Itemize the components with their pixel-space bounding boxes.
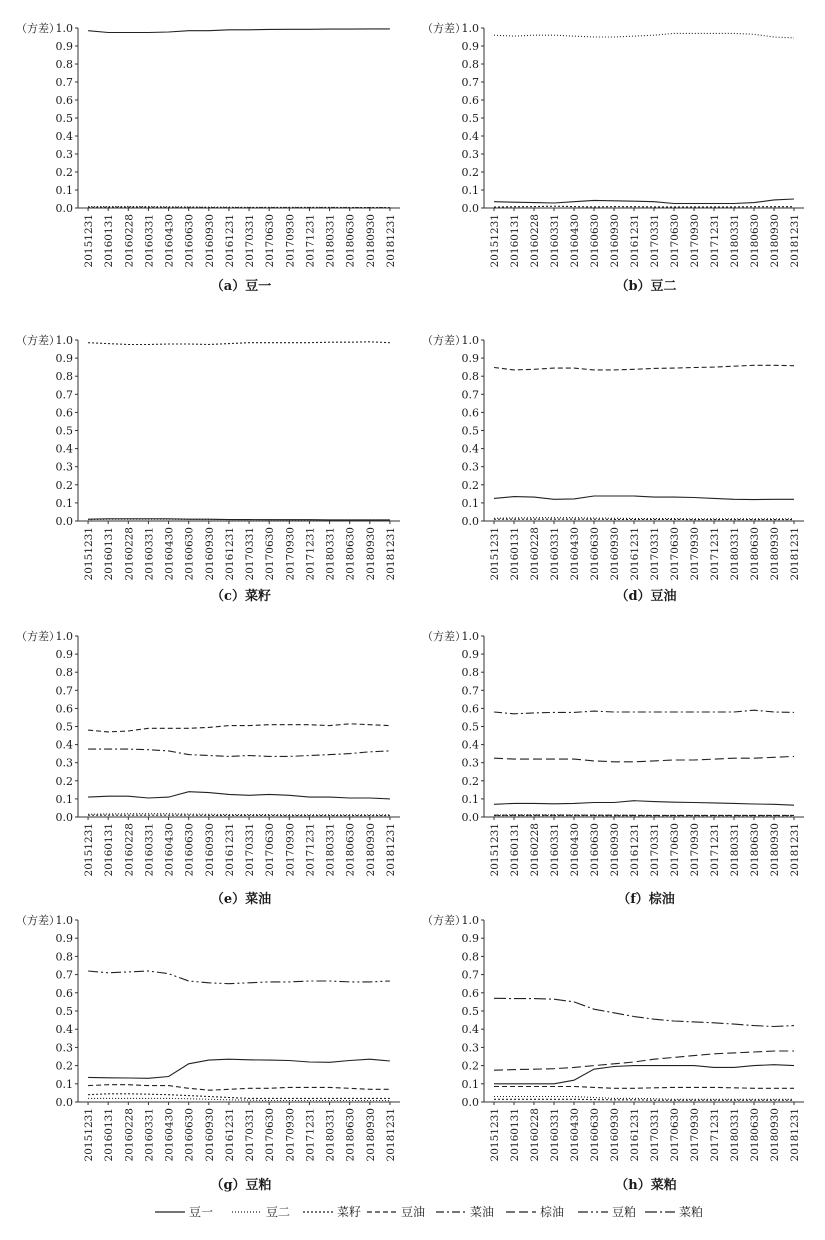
y-tick-label: 0.6: [56, 987, 74, 1000]
x-tick-label: 20160930: [204, 1108, 216, 1161]
x-tick-label: 20170930: [284, 823, 296, 876]
x-tick-label: 20160430: [569, 214, 581, 267]
x-tick-label: 20181231: [789, 823, 801, 876]
x-tick-label: 20180930: [365, 823, 377, 876]
x-tick-label: 20171231: [304, 214, 316, 267]
y-tick-label: 0.7: [462, 969, 480, 982]
x-tick-label: 20170630: [264, 823, 276, 876]
x-tick-label: 20160430: [164, 214, 176, 267]
series-line-豆油: [88, 724, 390, 732]
x-tick-label: 20170331: [244, 823, 256, 876]
x-tick-label: 20160331: [549, 823, 561, 876]
x-tick-label: 20181231: [789, 1108, 801, 1161]
x-tick-label: 20170630: [669, 527, 681, 580]
y-tick-label: 0.1: [56, 793, 74, 806]
y-tick-label: 0.5: [56, 425, 74, 438]
legend: [155, 1204, 703, 1219]
x-tick-label: 20160331: [143, 214, 155, 267]
y-tick-label: 0.0: [462, 202, 480, 215]
y-tick-label: 0.8: [56, 666, 74, 679]
x-tick-label: 20170930: [284, 214, 296, 267]
y-tick-label: 0.7: [462, 76, 480, 89]
y-tick-label: 0.2: [56, 775, 74, 788]
x-tick-label: 20160331: [549, 1108, 561, 1161]
x-tick-label: 20171231: [304, 1108, 316, 1161]
x-tick-label: 20180930: [365, 527, 377, 580]
x-tick-label: 20180331: [325, 823, 337, 876]
y-tick-label: 0.9: [462, 932, 480, 945]
y-tick-label: 0.5: [56, 1005, 74, 1018]
y-tick-label: 0.7: [56, 388, 74, 401]
legend-label: 棕油: [540, 1204, 564, 1219]
y-tick-label: 0.9: [462, 352, 480, 365]
y-tick-label: 0.5: [56, 721, 74, 734]
y-tick-label: 0.3: [462, 148, 480, 161]
x-tick-label: 20180930: [365, 1108, 377, 1161]
x-tick-label: 20160131: [509, 527, 521, 580]
x-tick-label: 20180630: [749, 823, 761, 876]
chart-panel-c: [16, 333, 400, 604]
series-line-豆一: [88, 1059, 390, 1078]
y-tick-label: 0.0: [462, 1096, 480, 1109]
y-tick-label: 0.1: [462, 184, 480, 197]
chart-panel-b: [422, 21, 804, 294]
x-tick-label: 20170630: [669, 214, 681, 267]
y-tick-label: 0.7: [56, 969, 74, 982]
y-tick-label: 0.8: [56, 950, 74, 963]
y-tick-label: 0.9: [56, 932, 74, 945]
x-tick-label: 20170930: [689, 823, 701, 876]
x-tick-label: 20170630: [264, 214, 276, 267]
x-tick-label: 20151231: [489, 1108, 501, 1161]
y-tick-label: 0.2: [462, 479, 480, 492]
y-tick-label: 0.0: [462, 515, 480, 528]
x-tick-label: 20161231: [629, 823, 641, 876]
series-line-菜油: [494, 710, 794, 714]
x-tick-label: 20180630: [345, 1108, 357, 1161]
y-tick-label: 0.4: [56, 130, 74, 143]
chart-panel-g: [16, 913, 400, 1193]
y-tick-label: 0.2: [56, 166, 74, 179]
y-tick-label: 0.7: [462, 388, 480, 401]
y-axis-label: （方差）: [16, 333, 60, 347]
x-tick-label: 20160228: [123, 214, 135, 267]
y-tick-label: 0.3: [56, 757, 74, 770]
y-tick-label: 0.6: [56, 94, 74, 107]
y-tick-label: 0.4: [56, 739, 74, 752]
y-axis-label: （方差）: [16, 629, 60, 643]
y-tick-label: 0.1: [462, 793, 480, 806]
chart-title: （h）菜粕: [615, 1177, 676, 1193]
x-tick-label: 20151231: [83, 527, 95, 580]
legend-label: 豆油: [401, 1204, 425, 1219]
y-tick-label: 0.9: [462, 40, 480, 53]
x-tick-label: 20160228: [529, 527, 541, 580]
x-tick-label: 20161231: [629, 214, 641, 267]
y-tick-label: 0.2: [56, 479, 74, 492]
y-tick-label: 0.2: [462, 166, 480, 179]
x-tick-label: 20160430: [569, 527, 581, 580]
y-tick-label: 0.6: [462, 94, 480, 107]
y-tick-label: 0.4: [462, 130, 480, 143]
chart-title: （e）菜油: [211, 891, 271, 907]
x-tick-label: 20170331: [244, 527, 256, 580]
series-line-豆一: [494, 1065, 794, 1084]
x-tick-label: 20161231: [629, 1108, 641, 1161]
y-tick-label: 1.0: [462, 22, 480, 35]
chart-panel-e: [16, 629, 400, 907]
y-axis-label: （方差）: [422, 913, 466, 927]
y-tick-label: 0.3: [56, 1041, 74, 1054]
x-tick-label: 20151231: [83, 823, 95, 876]
x-tick-label: 20160430: [569, 1108, 581, 1161]
x-tick-label: 20181231: [385, 527, 397, 580]
x-tick-label: 20161231: [224, 214, 236, 267]
y-tick-label: 1.0: [462, 630, 480, 643]
x-tick-label: 20160930: [609, 823, 621, 876]
y-tick-label: 0.4: [462, 739, 480, 752]
y-tick-label: 0.3: [462, 1041, 480, 1054]
y-tick-label: 0.6: [462, 702, 480, 715]
x-tick-label: 20151231: [489, 823, 501, 876]
y-tick-label: 0.2: [462, 775, 480, 788]
chart-title: （a）豆一: [211, 278, 271, 294]
chart-title: （c）菜籽: [211, 588, 271, 604]
y-tick-label: 0.3: [462, 757, 480, 770]
y-tick-label: 1.0: [56, 630, 74, 643]
chart-title: （g）豆粕: [210, 1177, 271, 1193]
x-tick-label: 20180331: [325, 214, 337, 267]
x-tick-label: 20160131: [103, 823, 115, 876]
x-tick-label: 20160228: [123, 823, 135, 876]
y-tick-label: 0.8: [462, 58, 480, 71]
chart-title: （d）豆油: [615, 588, 676, 604]
y-axis-label: （方差）: [422, 333, 466, 347]
x-tick-label: 20170331: [244, 1108, 256, 1161]
y-tick-label: 0.2: [462, 1060, 480, 1073]
x-tick-label: 20170930: [689, 1108, 701, 1161]
x-tick-label: 20171231: [709, 823, 721, 876]
series-line-豆二: [88, 814, 390, 815]
series-line-豆一: [88, 792, 390, 799]
x-tick-label: 20180630: [345, 823, 357, 876]
x-tick-label: 20161231: [224, 823, 236, 876]
x-tick-label: 20160131: [509, 214, 521, 267]
y-tick-label: 0.9: [462, 648, 480, 661]
y-tick-label: 0.4: [462, 443, 480, 456]
x-tick-label: 20180930: [769, 1108, 781, 1161]
series-line-棕油: [494, 756, 794, 761]
x-tick-label: 20170331: [649, 823, 661, 876]
y-tick-label: 1.0: [56, 22, 74, 35]
y-tick-label: 0.5: [462, 1005, 480, 1018]
x-tick-label: 20181231: [385, 1108, 397, 1161]
x-tick-label: 20180331: [729, 823, 741, 876]
x-tick-label: 20160331: [143, 527, 155, 580]
x-tick-label: 20160930: [609, 1108, 621, 1161]
y-tick-label: 0.0: [56, 202, 74, 215]
series-line-豆油: [88, 1085, 390, 1091]
x-tick-label: 20160131: [509, 1108, 521, 1161]
x-tick-label: 20171231: [709, 214, 721, 267]
legend-label: 菜油: [470, 1204, 494, 1219]
x-tick-label: 20170331: [649, 214, 661, 267]
x-tick-label: 20151231: [489, 527, 501, 580]
x-tick-label: 20160930: [204, 823, 216, 876]
x-tick-label: 20171231: [304, 527, 316, 580]
series-line-菜油: [88, 749, 390, 756]
x-tick-label: 20160331: [143, 1108, 155, 1161]
y-tick-label: 0.5: [462, 112, 480, 125]
x-tick-label: 20160430: [569, 823, 581, 876]
x-tick-label: 20160430: [164, 1108, 176, 1161]
x-tick-label: 20170930: [689, 527, 701, 580]
y-tick-label: 0.4: [56, 443, 74, 456]
series-line-豆油: [494, 365, 794, 370]
y-tick-label: 0.9: [56, 40, 74, 53]
y-tick-label: 0.8: [56, 58, 74, 71]
legend-label: 豆粕: [612, 1204, 636, 1219]
y-tick-label: 0.0: [462, 811, 480, 824]
y-tick-label: 0.3: [56, 461, 74, 474]
x-tick-label: 20160630: [184, 527, 196, 580]
chart-panel-h: [422, 913, 804, 1193]
y-tick-label: 0.1: [56, 1078, 74, 1091]
x-tick-label: 20160930: [204, 214, 216, 267]
y-tick-label: 0.7: [56, 684, 74, 697]
y-tick-label: 0.6: [56, 702, 74, 715]
x-tick-label: 20171231: [304, 823, 316, 876]
x-tick-label: 20170630: [264, 1108, 276, 1161]
y-tick-label: 0.5: [462, 721, 480, 734]
y-axis-label: （方差）: [422, 21, 466, 35]
y-tick-label: 1.0: [462, 914, 480, 927]
series-line-豆一: [494, 801, 794, 806]
y-tick-label: 0.1: [462, 497, 480, 510]
series-line-豆一: [494, 199, 794, 204]
x-tick-label: 20170930: [689, 214, 701, 267]
legend-label: 菜粕: [679, 1204, 703, 1219]
x-tick-label: 20180630: [749, 1108, 761, 1161]
x-tick-label: 20160228: [529, 1108, 541, 1161]
y-tick-label: 0.6: [56, 406, 74, 419]
x-tick-label: 20170331: [649, 527, 661, 580]
y-tick-label: 0.9: [56, 352, 74, 365]
x-tick-label: 20170930: [284, 527, 296, 580]
x-tick-label: 20161231: [629, 527, 641, 580]
x-tick-label: 20170630: [264, 527, 276, 580]
x-tick-label: 20160630: [589, 214, 601, 267]
x-tick-label: 20160630: [184, 823, 196, 876]
series-line-豆油: [494, 1087, 794, 1089]
y-tick-label: 1.0: [462, 334, 480, 347]
x-tick-label: 20160131: [103, 527, 115, 580]
y-tick-label: 0.8: [56, 370, 74, 383]
x-tick-label: 20180331: [325, 527, 337, 580]
y-tick-label: 0.4: [56, 1023, 74, 1036]
series-line-菜粕: [494, 998, 794, 1026]
x-tick-label: 20170630: [669, 1108, 681, 1161]
x-tick-label: 20161231: [224, 527, 236, 580]
chart-panel-a: [16, 21, 400, 294]
y-axis-label: （方差）: [16, 913, 60, 927]
legend-label: 豆二: [266, 1205, 290, 1219]
x-tick-label: 20180630: [749, 527, 761, 580]
x-tick-label: 20180930: [769, 823, 781, 876]
x-tick-label: 20160630: [589, 823, 601, 876]
y-tick-label: 0.4: [462, 1023, 480, 1036]
x-tick-label: 20180331: [729, 527, 741, 580]
x-tick-label: 20160228: [529, 214, 541, 267]
legend-label: 豆一: [189, 1205, 213, 1219]
y-tick-label: 0.7: [462, 684, 480, 697]
y-tick-label: 1.0: [56, 334, 74, 347]
y-tick-label: 1.0: [56, 914, 74, 927]
y-tick-label: 0.0: [56, 1096, 74, 1109]
y-axis-label: （方差）: [16, 21, 60, 35]
series-line-豆粕: [88, 971, 390, 984]
y-tick-label: 0.3: [56, 148, 74, 161]
x-tick-label: 20160930: [204, 527, 216, 580]
x-tick-label: 20170930: [284, 1108, 296, 1161]
x-tick-label: 20170331: [244, 214, 256, 267]
x-tick-label: 20160131: [103, 214, 115, 267]
x-tick-label: 20180630: [749, 214, 761, 267]
x-tick-label: 20160331: [143, 823, 155, 876]
x-tick-label: 20160630: [184, 214, 196, 267]
x-tick-label: 20180331: [325, 1108, 337, 1161]
x-tick-label: 20160331: [549, 214, 561, 267]
x-tick-label: 20160228: [123, 1108, 135, 1161]
x-tick-label: 20170331: [649, 1108, 661, 1161]
x-tick-label: 20161231: [224, 1108, 236, 1161]
y-axis-label: （方差）: [422, 629, 466, 643]
x-tick-label: 20181231: [385, 823, 397, 876]
x-tick-label: 20181231: [385, 214, 397, 267]
x-tick-label: 20160430: [164, 823, 176, 876]
series-line-棕油: [494, 1051, 794, 1070]
x-tick-label: 20160131: [509, 823, 521, 876]
x-tick-label: 20171231: [709, 527, 721, 580]
y-tick-label: 0.1: [56, 184, 74, 197]
y-tick-label: 0.7: [56, 76, 74, 89]
y-tick-label: 0.0: [56, 515, 74, 528]
x-tick-label: 20160430: [164, 527, 176, 580]
y-tick-label: 0.3: [462, 461, 480, 474]
x-tick-label: 20180930: [769, 214, 781, 267]
series-line-豆一: [494, 496, 794, 500]
y-tick-label: 0.1: [462, 1078, 480, 1091]
y-tick-label: 0.6: [462, 987, 480, 1000]
x-tick-label: 20151231: [83, 1108, 95, 1161]
y-tick-label: 0.0: [56, 811, 74, 824]
series-line-菜籽: [494, 206, 794, 207]
y-tick-label: 0.5: [462, 425, 480, 438]
series-line-豆二: [494, 518, 794, 519]
x-tick-label: 20180930: [365, 214, 377, 267]
series-line-豆二: [494, 33, 794, 38]
x-tick-label: 20171231: [709, 1108, 721, 1161]
x-tick-label: 20160228: [529, 823, 541, 876]
x-tick-label: 20180630: [345, 527, 357, 580]
series-line-菜籽: [88, 1094, 390, 1099]
series-line-豆一: [88, 29, 390, 33]
x-tick-label: 20160630: [184, 1108, 196, 1161]
x-tick-label: 20160131: [103, 1108, 115, 1161]
chart-panel-d: [422, 333, 804, 604]
chart-title: （f）棕油: [617, 891, 675, 907]
chart-title: （b）豆二: [615, 278, 676, 294]
y-tick-label: 0.1: [56, 497, 74, 510]
legend-label: 菜籽: [337, 1204, 361, 1219]
x-tick-label: 20160331: [549, 527, 561, 580]
x-tick-label: 20160630: [589, 527, 601, 580]
x-tick-label: 20181231: [789, 214, 801, 267]
y-tick-label: 0.5: [56, 112, 74, 125]
y-tick-label: 0.8: [462, 950, 480, 963]
x-tick-label: 20160630: [589, 1108, 601, 1161]
y-tick-label: 0.2: [56, 1060, 74, 1073]
x-tick-label: 20181231: [789, 527, 801, 580]
x-tick-label: 20180331: [729, 1108, 741, 1161]
x-tick-label: 20160930: [609, 527, 621, 580]
y-tick-label: 0.6: [462, 406, 480, 419]
y-tick-label: 0.8: [462, 666, 480, 679]
x-tick-label: 20180630: [345, 214, 357, 267]
y-tick-label: 0.8: [462, 370, 480, 383]
x-tick-label: 20160930: [609, 214, 621, 267]
series-line-菜籽: [88, 342, 390, 345]
x-tick-label: 20151231: [489, 214, 501, 267]
x-tick-label: 20151231: [83, 214, 95, 267]
x-tick-label: 20180331: [729, 214, 741, 267]
x-tick-label: 20160228: [123, 527, 135, 580]
x-tick-label: 20170630: [669, 823, 681, 876]
x-tick-label: 20180930: [769, 527, 781, 580]
y-tick-label: 0.9: [56, 648, 74, 661]
chart-panel-f: [422, 629, 804, 907]
